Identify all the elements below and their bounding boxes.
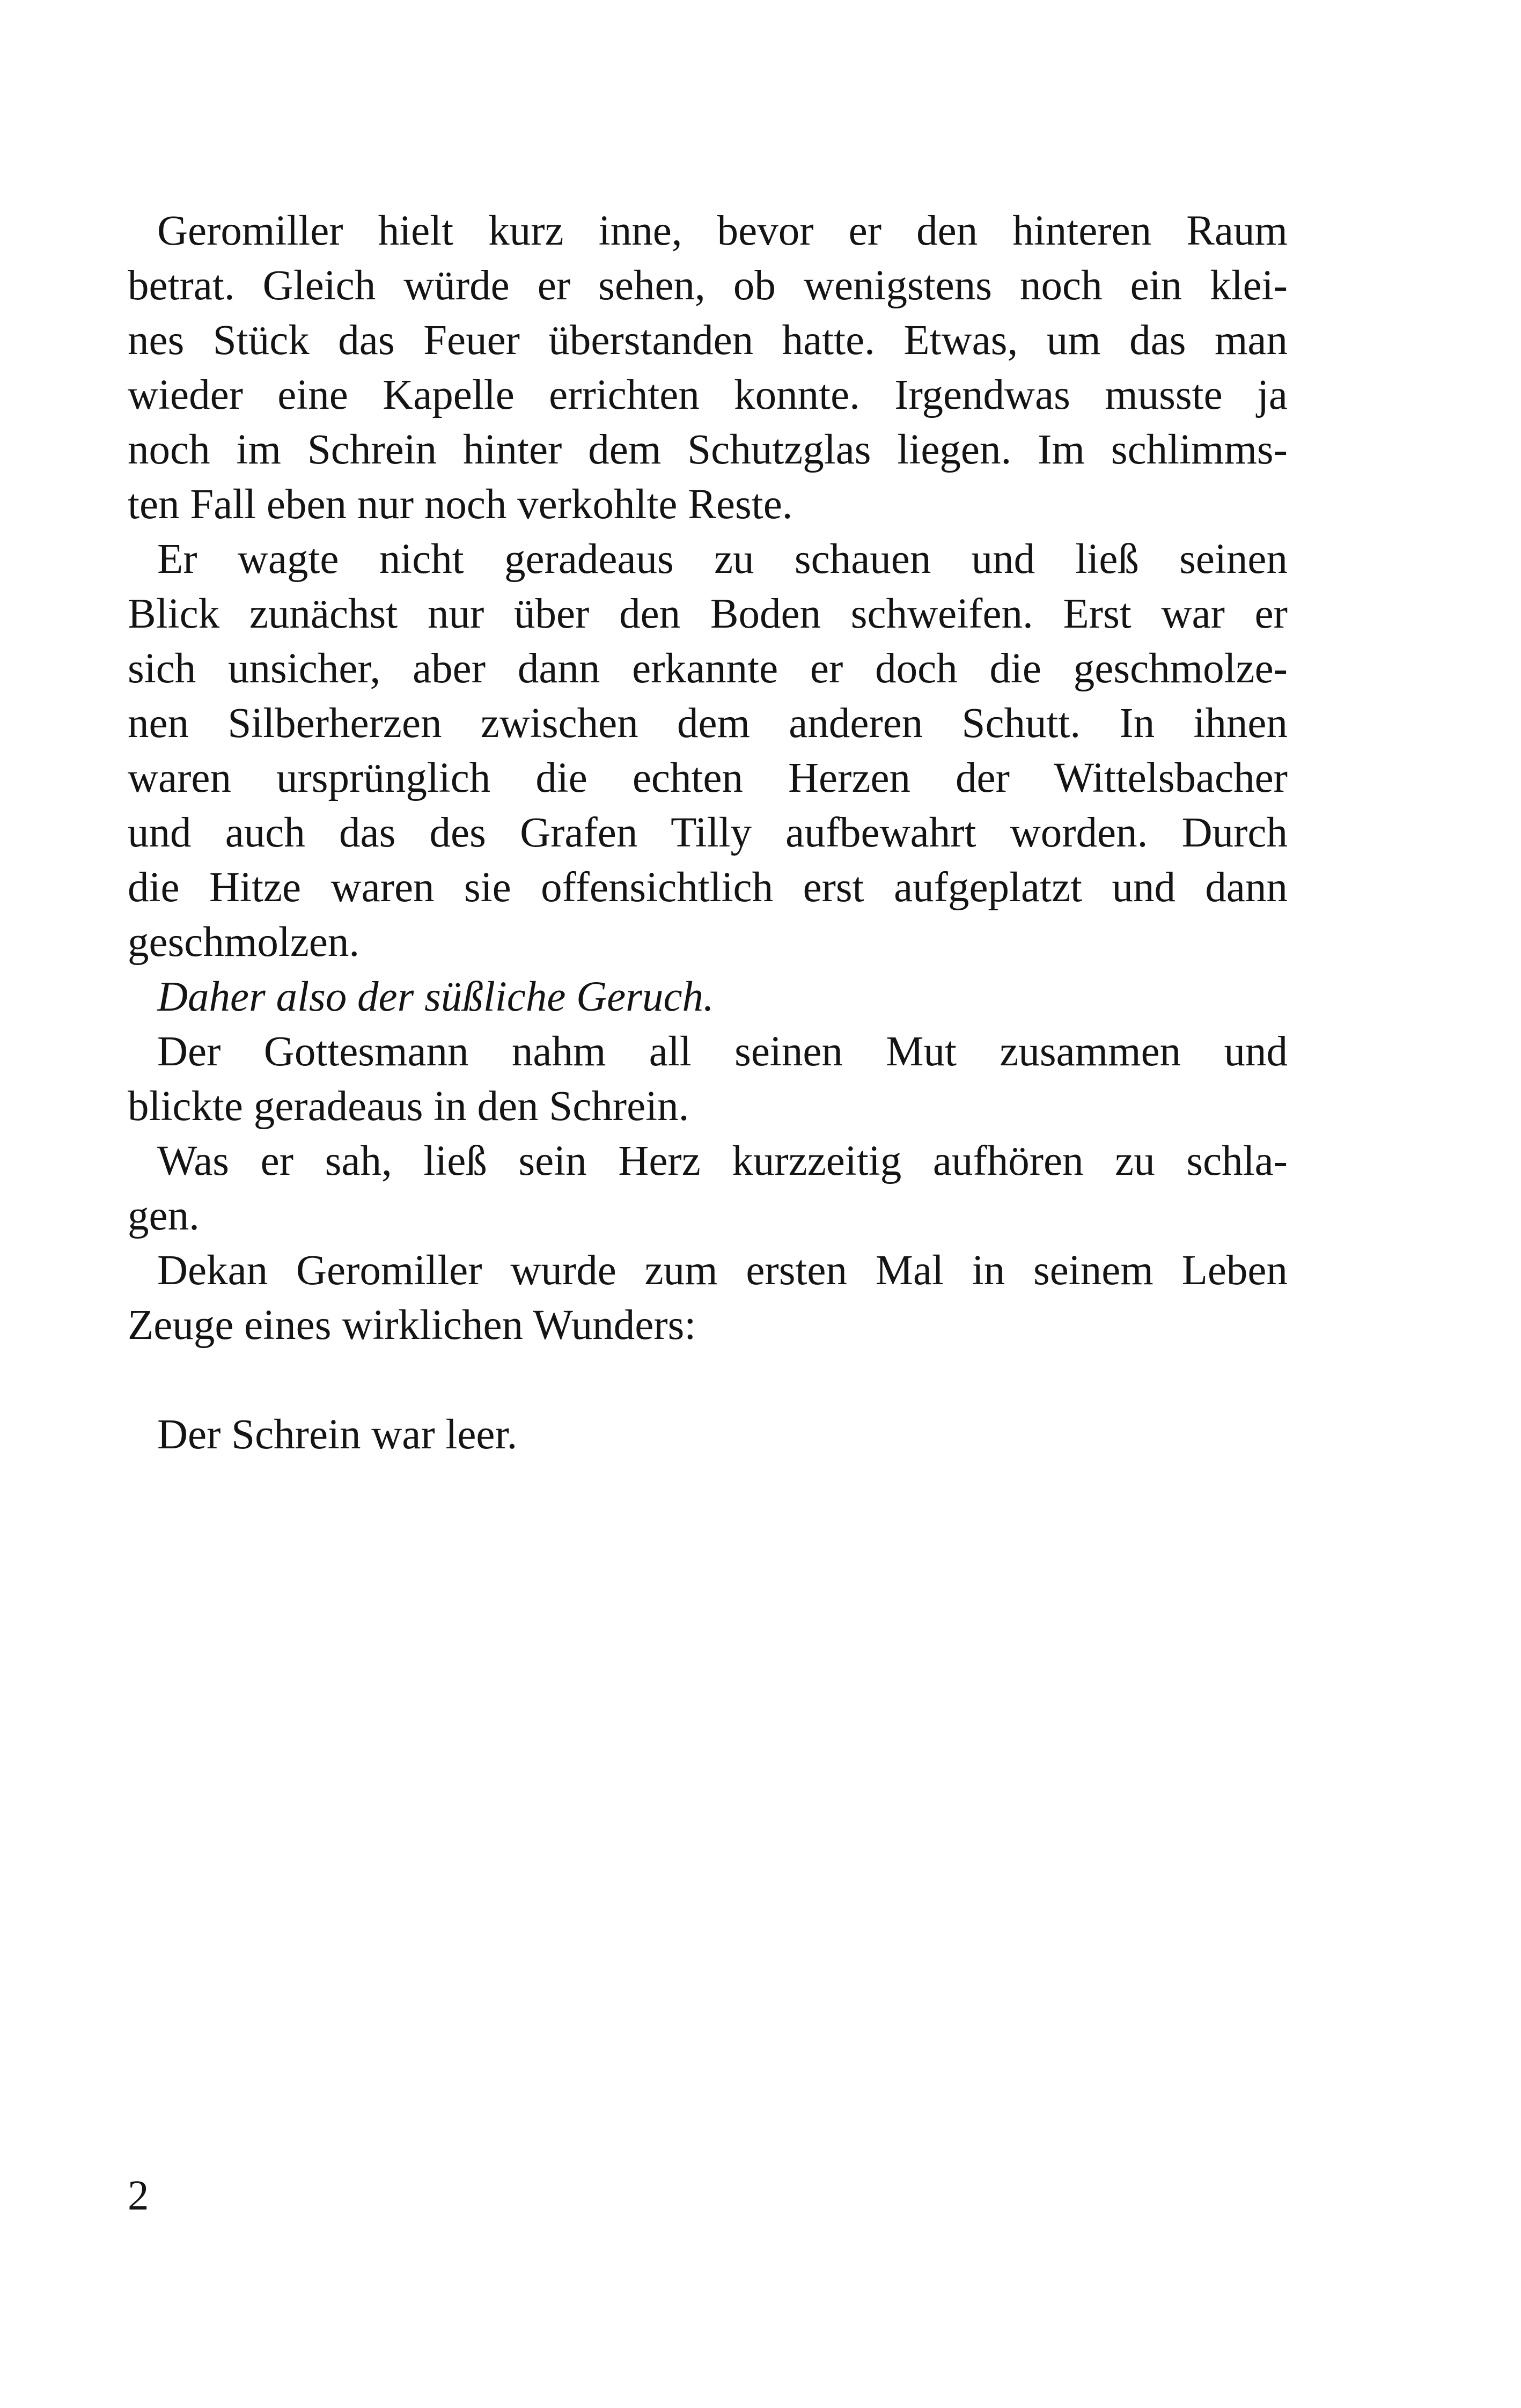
text-line: gen. <box>128 1192 200 1239</box>
text-line: Er wagte nicht geradeaus zu schauen und ließ seinen <box>157 536 1288 583</box>
text-line: betrat. Gleich würde er sehen, ob wenigstens noch ein klei- <box>128 262 1288 309</box>
text-line: wieder eine Kapelle errichten konnte. Irgendwas musste ja <box>128 372 1288 418</box>
text-line: Dekan Geromiller wurde zum ersten Mal in seinem Leben <box>157 1247 1288 1294</box>
text-line: Geromiller hielt kurz inne, bevor er den hinteren Raum <box>157 208 1288 254</box>
text-line: Der Gottesmann nahm all seinen Mut zusammen und <box>157 1028 1288 1075</box>
text-line: sich unsicher, aber dann erkannte er doch die geschmolze- <box>128 645 1288 692</box>
text-line: Blick zunächst nur über den Boden schweifen. Erst war er <box>128 591 1288 637</box>
text-line: nes Stück das Feuer überstanden hatte. Etwas, um das man <box>128 317 1288 364</box>
text-line: ten Fall eben nur noch verkohlte Reste. <box>128 481 793 528</box>
paragraph-2 <box>128 532 1288 970</box>
paragraph-3-italic <box>128 970 1288 1025</box>
text-line: Zeuge eines wirklichen Wunders: <box>128 1302 696 1349</box>
text-line: nen Silberherzen zwischen dem anderen Schutt. In ihnen <box>128 700 1288 747</box>
paragraph-7 <box>128 1408 1288 1462</box>
text-line: Was er sah, ließ sein Herz kurzzeitig aufhören zu schla- <box>157 1138 1288 1184</box>
paragraph-5 <box>128 1134 1288 1243</box>
paragraph-6 <box>128 1243 1288 1353</box>
text-line: waren ursprünglich die echten Herzen der Wittelsbacher <box>128 755 1288 801</box>
text-line: Daher also der süßliche Geruch. <box>157 974 714 1020</box>
page-number: 2 <box>128 2173 149 2219</box>
text-line: blickte geradeaus in den Schrein. <box>128 1083 689 1130</box>
text-line: und auch das des Grafen Tilly aufbewahrt worden. Durch <box>128 809 1288 856</box>
body-text <box>128 204 1288 1462</box>
text-line: Der Schrein war leer. <box>157 1411 518 1458</box>
text-line: die Hitze waren sie offensichtlich erst aufgeplatzt und dann <box>128 864 1288 911</box>
paragraph-1 <box>128 204 1288 532</box>
section-gap <box>128 1353 1288 1408</box>
text-line: geschmolzen. <box>128 919 360 966</box>
paragraph-4 <box>128 1025 1288 1134</box>
text-line: noch im Schrein hinter dem Schutzglas liegen. Im schlimms- <box>128 426 1288 473</box>
